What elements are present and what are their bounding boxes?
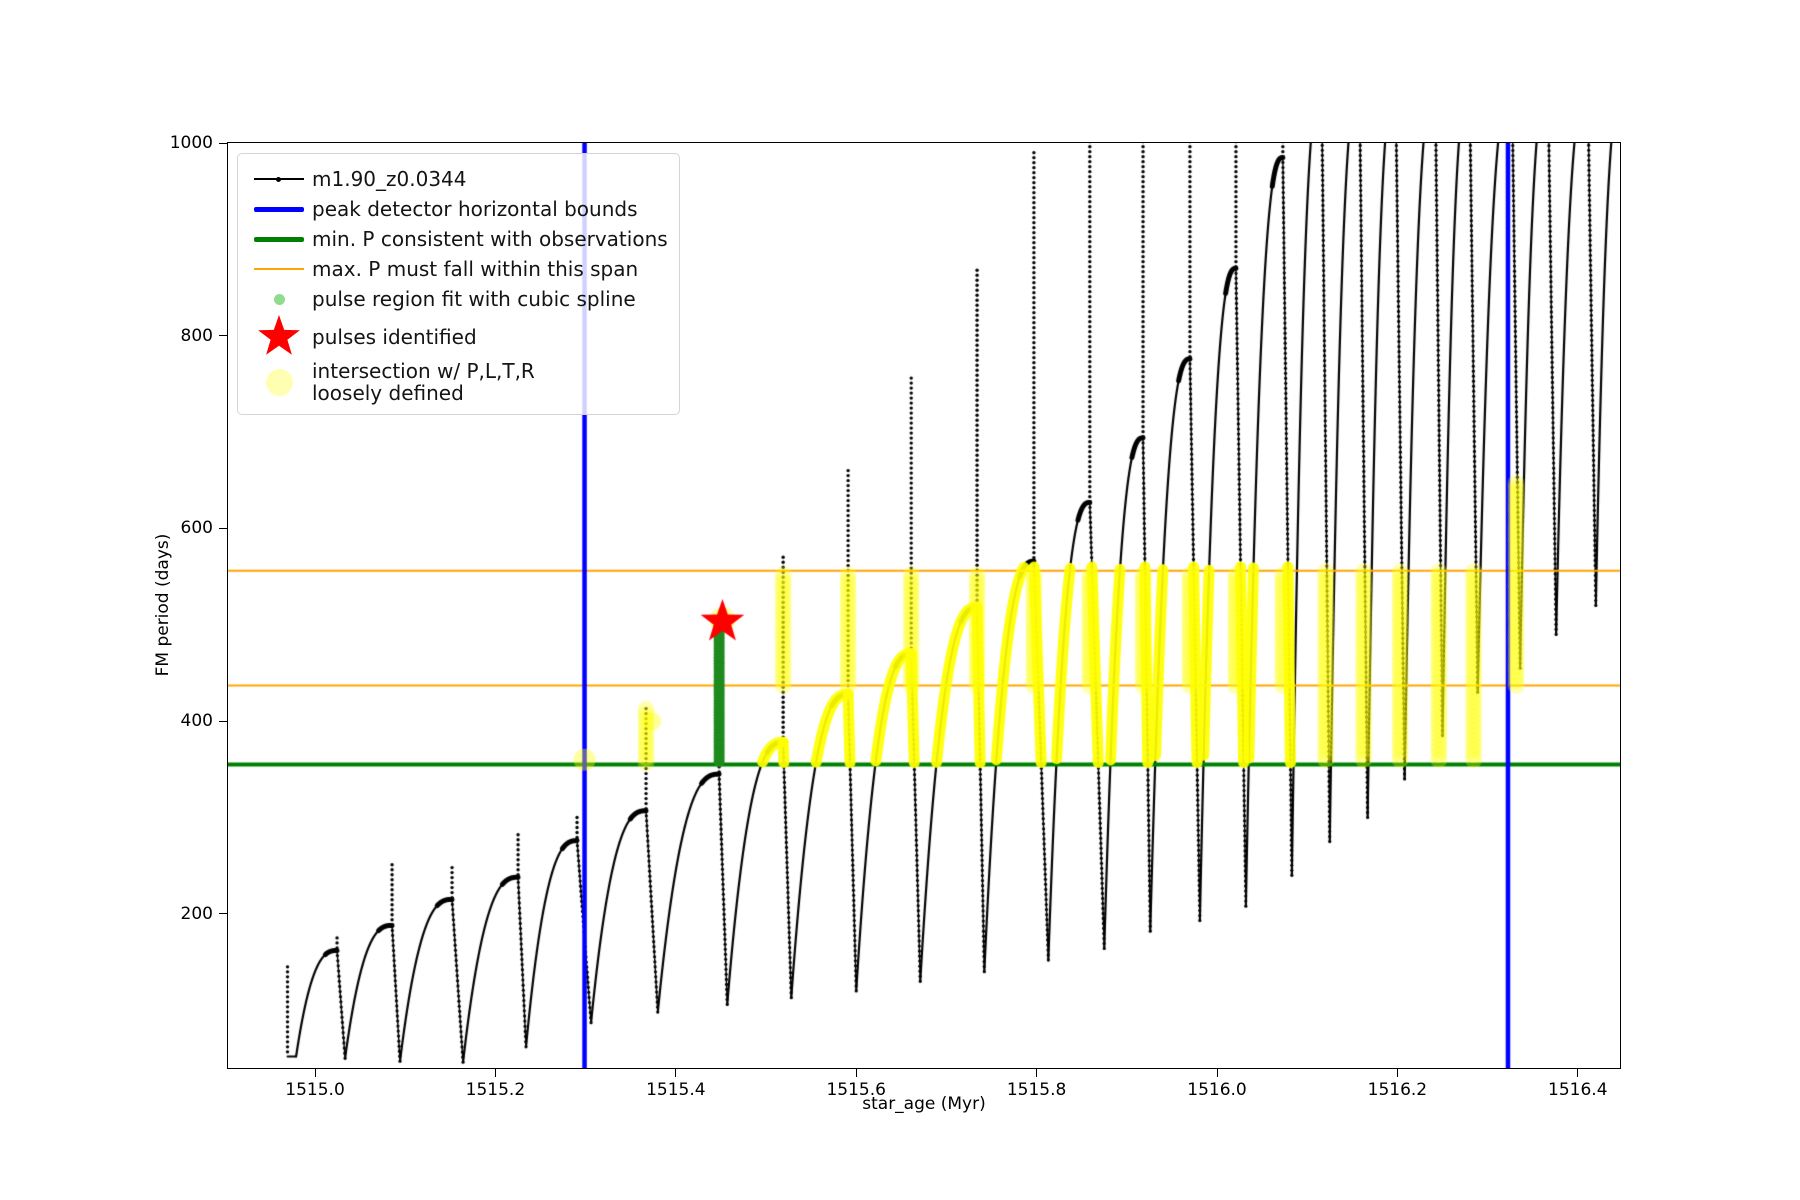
y-tick-label: 400 xyxy=(180,711,213,732)
legend-item xyxy=(246,314,665,360)
thick-line-icon xyxy=(246,237,312,242)
legend xyxy=(237,153,680,415)
x-tick-mark xyxy=(1036,1069,1037,1077)
legend-label: m1.90_z0.0344 xyxy=(312,167,467,191)
x-tick-label: 1515.8 xyxy=(1006,1080,1067,1100)
y-axis-label: FM period (days) xyxy=(153,533,173,677)
faded-dot-icon xyxy=(246,369,312,396)
legend-item xyxy=(246,360,665,404)
y-tick-mark xyxy=(219,721,227,722)
legend-item xyxy=(246,284,665,314)
x-tick-mark xyxy=(675,1069,676,1077)
x-tick-mark xyxy=(1217,1069,1218,1077)
thick-line-icon xyxy=(246,207,312,212)
legend-item xyxy=(246,164,665,194)
x-tick-mark xyxy=(1397,1069,1398,1077)
x-tick-label: 1516.0 xyxy=(1187,1080,1247,1100)
y-tick-mark xyxy=(219,335,227,336)
y-tick-label: 200 xyxy=(180,903,213,924)
legend-item xyxy=(246,254,665,284)
x-tick-mark xyxy=(315,1069,316,1077)
x-tick-mark xyxy=(495,1069,496,1077)
legend-label: min. P consistent with observations xyxy=(312,227,668,251)
x-tick-mark xyxy=(856,1069,857,1077)
x-tick-label: 1516.2 xyxy=(1367,1080,1428,1100)
x-tick-label: 1515.4 xyxy=(646,1080,706,1100)
series-line-icon xyxy=(246,178,312,180)
legend-label: max. P must fall within this span xyxy=(312,257,639,281)
x-tick-label: 1515.0 xyxy=(285,1080,345,1100)
legend-label: peak detector horizontal bounds xyxy=(312,197,638,221)
y-tick-mark xyxy=(219,913,227,914)
legend-item xyxy=(246,194,665,224)
x-tick-label: 1515.6 xyxy=(826,1080,886,1100)
y-tick-label: 600 xyxy=(180,518,213,539)
x-tick-mark xyxy=(1577,1069,1578,1077)
y-tick-mark xyxy=(219,528,227,529)
legend-item xyxy=(246,224,668,254)
x-tick-label: 1515.2 xyxy=(465,1080,526,1100)
legend-label: intersection w/ P,L,T,R loosely defined xyxy=(312,359,535,405)
x-tick-label: 1516.4 xyxy=(1548,1080,1608,1100)
star-icon xyxy=(246,314,312,360)
y-tick-label: 800 xyxy=(180,325,213,346)
legend-label: pulses identified xyxy=(312,325,477,349)
y-tick-mark xyxy=(219,143,227,144)
y-tick-label: 1000 xyxy=(169,133,213,153)
legend-label: pulse region fit with cubic spline xyxy=(312,287,636,311)
dot-icon xyxy=(246,294,312,305)
x-axis-label: star_age (Myr) xyxy=(862,1094,986,1114)
thin-line-icon xyxy=(246,268,312,270)
